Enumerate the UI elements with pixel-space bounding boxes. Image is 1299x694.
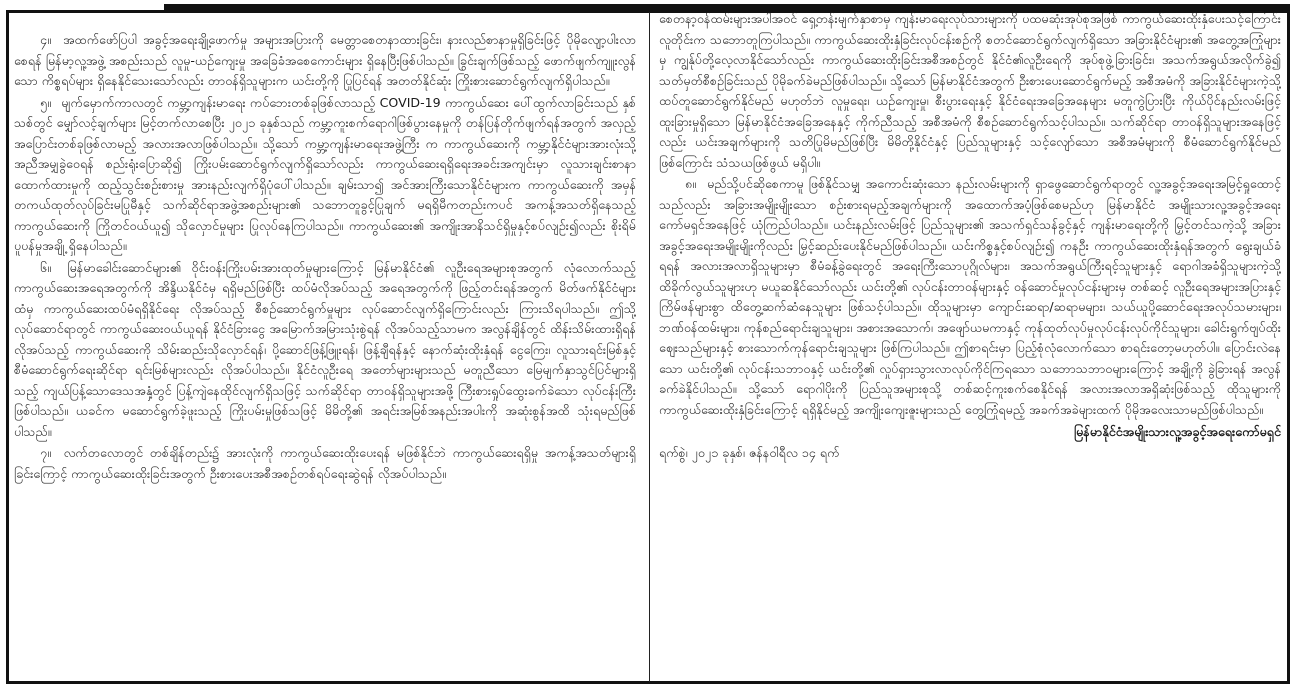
right-column [659,9,1281,673]
paragraph-number: ၇။ [40,445,51,460]
paragraph-5 [14,93,636,257]
paragraph-7 [14,443,636,484]
paragraph-4 [14,30,636,92]
paragraph-number: ၈။ [685,176,697,191]
paragraph-8 [659,174,1281,420]
paragraph-number: ၅။ [40,94,51,110]
paragraph-6 [14,258,636,443]
date-line: ရက်စွဲ၊ ၂၀၂၁ ခုနှစ်၊ ဇန်နဝါရီလ ၁၄ ရက် [659,444,840,460]
paragraph-7-continued [659,9,1281,173]
paragraph-text: မည်သို့ပင်ဆိုစေကာမူ ဖြစ်နိုင်သမျှ အကောင်းဆုံးသော နည်းလမ်းများကို ရှာဖွေဆောင်ရွက်ရာတွင် လူ့အခွင့်အရေးအမြင့်ရှုထောင့်သည်လည်း အခြားအမျိုးမျိုးသော စဉ်းစားရမည့်အချက်များကို အထောက်အပံ့ဖြစ်စေမည်ဟု မြန်မာနိုင်ငံ အမျိုးသားလူ့အခွင့်အရေးကော်မရှင်အနေဖြင့် ယုံကြည်ပါသည်။ ယင်းနည်းလမ်းဖြင့် ပြည်သူများ၏ အသက်ရှင်သန်ခွင့်နှင့် ကျန်းမာရေးတို့ကို မြှင့်တင်သကဲ့သို့ အခြားအခွင့်အရေးအမျိုးမျိုးကိုလည်း မြှင့်ဆည်းပေးနိုင်မည်ဖြစ်ပါသည်။ ယင်းကိစ္စနှင့်စပ်လျဉ်း၍ ကနဦး ကာကွယ်ဆေးထိုးနှံရန်အတွက် ရွေးချယ်ခံရရန် အလားအလာရှိသူများမှာ စီမံခန့်ခွဲရေးတွင် အရေးကြီးသောပုဂ္ဂိုလ်များ၊ အသက်အရွယ်ကြီးရင့်သူများနှင့် ရောဂါအခံရှိသူများကဲ့သို့ ထိခိုက်လွယ်သူများဟု မယူဆနိုင်သော်လည်း ယင်းတို့၏ လုပ်ငန်းတာဝန်များနှင့် ဝန်ဆောင်မှုလုပ်ငန်းများမှ တစ်ဆင့် လူဦးရေအများအပြားနှင့် ကြိမ်ဖန်များစွာ ထိတွေ့ဆက်ဆံနေသူများ ဖြစ်သင့်ပါသည်။ ထိုသူများမှာ ကျောင်းဆရာ/ဆရာမများ၊ သယ်ယူပို့ဆောင်ရေးအလုပ်သမားများ၊ ဘဏ်ဝန်ထမ်းများ၊ ကုန်စည်ရောင်းချသူများ၊ အစားအသောက်၊ အဖျော်ယမကာနှင့် ကုန်ထုတ်လုပ်မှုလုပ်ငန်းလုပ်ကိုင်သူများ၊ ခေါင်းရွက်ဗျပ်ထိုး ဈေးသည်များနှင့် စားသောက်ကုန်ရောင်းချသူများ ဖြစ်ကြပါသည်။ ဤစာရင်းမှာ ပြည့်စုံလုံလောက်သော စာရင်းတော့မဟုတ်ပါ။ ပြောင်းလဲနေသော ယင်းတို့၏ လုပ်ငန်းသဘာဝနှင့် ယင်းတို့၏ လှုပ်ရှားသွားလာလုပ်ကိုင်ကြရသော သဘောသဘာဝများကြောင့် အချို့ကို ခွဲခြားရန် အလွန်ခက်ခဲနိုင်ပါသည်။ သို့သော် ရောဂါပိုးကို ပြည်သူအများစုသို့ တစ်ဆင့်ကူးစက်စေနိုင်ရန် အလားအလာအရှိဆုံးဖြစ်သည့် ထိုသူများကို ကာကွယ်ဆေးထိုးနှံခြင်းကြောင့် ရရှိနိုင်မည့် အကျိုးကျေးဇူးများသည် တွေ့ကြုံရမည့် အခက်အခဲများထက် ပိုမိုအလေးသာမည်ဖြစ်ပါသည်။ [659,176,1281,417]
paragraph-text: မြန်မာခေါင်းဆောင်များ၏ ဝိုင်းဝန်းကြိုးပမ်းအားထုတ်မှုများကြောင့် မြန်မာနိုင်ငံ၏ လူဦးရေအများစုအတွက် လုံလောက်သည့် ကာကွယ်ဆေးအရေအတွက်ကို အိန္ဒိယနိုင်ငံမှ ရရှိမည်ဖြစ်ပြီး ထပ်မံလိုအပ်သည့် အရေအတွက်ကို ဖြည့်တင်းရန်အတွက် မိတ်ဖက်နိုင်ငံများထံမှ ကာကွယ်ဆေးထပ်မံရရှိနိုင်ရေး လိုအပ်သည့် စီစဉ်ဆောင်ရွက်မှုများ လုပ်ဆောင်လျက်ရှိကြောင်းလည်း ကြားသိရပါသည်။ ဤသို့လုပ်ဆောင်ရာတွင် ကာကွယ်ဆေးဝယ်ယူရန် နိုင်ငံခြားငွေ အမြောက်အမြားသုံးစွဲရန် လိုအပ်သည့်သာမက အလွန်ချိန်တွင် ထိန်းသိမ်းထားရှိရန် လိုအပ်သည့် ကာကွယ်ဆေးကို သိမ်းဆည်းသိုလှောင်ရန်၊ ပို့ဆောင်ဖြန့်ဖြူးရန်၊ ဖြန့်ချီရန်နှင့် နောက်ဆုံးထိုးနှံရန် ငွေကြေး၊ လူသားရင်းမြစ်နှင့် စီမံဆောင်ရွက်ရေးဆိုင်ရာ ရင်းမြစ်များလည်း လိုအပ်ပါသည်။ နိုင်ငံလူဦးရေ အတော်များများသည် မတူညီသော မြေမျက်နှာသွင်ပြင်များရှိသည့် ကျယ်ပြန့်သောဒေသအနှံ့တွင် ပြန့်ကျဲနေထိုင်လျက်ရှိသဖြင့် သက်ဆိုင်ရာ တာဝန်ရှိသူများအဖို့ ကြီးစားရှုပ်ထွေးခက်ခဲသော လုပ်ငန်းကြီးဖြစ်ပါသည်။ ယခင်က မဆောင်ရွက်ခဲ့ဖူးသည့် ကြိုးပမ်းမှုဖြစ်သဖြင့် မိမိတို့၏ အရင်းအမြစ်အနည်းအပါးကို အဆုံးစွန်အထိ သုံးရမည်ဖြစ်ပါသည်။ [14,259,636,439]
paragraph-text: အထက်ဖော်ပြပါ အခွင့်အရေးချို့ဖောက်မှု အများအပြားကို မေတ္တာစေတနာထားခြင်း၊ နားလည်စာနာမှုရှိခြင်းဖြင့် ပိုမိုလျော့ပါးလာစေရန် မြန်မာ့လူ့အဖွဲ့ အစည်းသည် လူမှု-ယဉ်ကျေးမှု အခြေခံအစေကောင်းများ ရှိနေပြီးဖြစ်ပါသည်။ ခြွင်းချက်ဖြစ်သည့် ဖောက်ဖျက်ကျူးလွန်သော ကိစ္စရပ်များ ရှိနေနိုင်သေးသော်လည်း တာဝန်ရှိသူများက ယင်းတို့ကို ပြုပြင်ရန် အတတ်နိုင်ဆုံး ကြိုးစားဆောင်ရွက်လျက်ရှိပါသည်။ [14,32,636,88]
paragraph-number: ၄။ [40,32,51,47]
paragraph-text: မျက်မှောက်ကာလတွင် ကမ္ဘာ့ကျန်းမာရေး ကပ်ဘေးတစ်ခုဖြစ်လာသည့် COVID-19 ကာကွယ်ဆေး ပေါ်ထွက်လာခြင်းသည် နှစ်သစ်တွင် မျှော်လင့်ချက်များ မြင့်တက်လာစေပြီး ၂၀၂၁ ခုနှစ်သည် ကမ္ဘာ့ကူးစက်ရောဂါဖြစ်ပွားနေမှုကို တန်ပြန်တိုက်ဖျက်ရန်အတွက် အလှည့်အပြောင်းတစ်ခုဖြစ်လာမည့် အလားအလာဖြစ်ပါသည်။ သို့သော် ကမ္ဘာ့ကျန်းမာရေးအဖွဲ့ကြီး က ကာကွယ်ဆေးကို ကမ္ဘာ့နိုင်ငံများအားလုံးသို့ အညီအမျှခွဲဝေရန် စည်းရုံးပြောဆို၍ ကြိုးပမ်းဆောင်ရွက်လျက်ရှိသော်လည်း ကာကွယ်ဆေးရရှိရေးအခင်းအကျင်းမှာ လူသားချင်းစာနာထောက်ထားမှုကို ထည့်သွင်းစဉ်းစားမှု အားနည်းလျက်ရှိပုံပေါ်ပါသည်။ ချမ်းသာ၍ အင်အားကြီးသောနိုင်ငံများက ကာကွယ်ဆေးကို အမှန်တကယ်ထုတ်လုပ်ခြင်းမပြုမီနှင့် သက်ဆိုင်ရာအဖွဲ့အစည်းများ၏ သဘောတူခွင့်ပြုချက် မရရှိမီကတည်းကပင် အကန့်အသတ်ရှိနေသည့် ကာကွယ်ဆေးကို ကြိုတင်ဝယ်ယူ၍ သိုလှောင်မှုများ ပြုလုပ်နေကြပါသည်။ ကာကွယ်ဆေး၏ အကျိုးအာနိသင်ရှိမှုနှင့်စပ်လျဉ်း၍လည်း စိုးရိမ်ပူပန်မှုအချို့ ရှိနေပါသည်။ [14,94,636,253]
signature-organization: မြန်မာနိုင်ငံအမျိုးသားလူ့အခွင့်အရေးကော်မရှင် [1074,424,1281,439]
paragraph-number: ၆။ [40,259,51,275]
column-divider [649,12,650,682]
paragraph-text: စေတနာ့ဝန်ထမ်းများအပါအဝင် ရှေ့တန်းမျက်နှာစာမှ ကျန်းမာရေးလုပ်သားများကို ပထမဆုံးအုပ်စုအဖြစ် ကာကွယ်ဆေးထိုးနှံပေးသင့်ကြောင်း လူတိုင်းက သဘောတူကြပါသည်။ ကာကွယ်ဆေးထိုးနှံခြင်းလုပ်ငန်းစဉ်ကို စတင်ဆောင်ရွက်လျက်ရှိသော အခြားနိုင်ငံများ၏ အတွေ့အကြုံများမှ ကျွန်ုပ်တို့လေ့လာနိုင်သော်လည်း ကာကွယ်ဆေးထိုးခြင်းအစီအစဉ်တွင် နိုင်ငံ၏လူဦးရေကို အုပ်စုဖွဲ့ခြားခြင်း၊ အသက်အရွယ်အလိုက်ခွဲ၍ သတ်မှတ်စီစဉ်ခြင်းသည် ပိုမိုခက်ခဲမည်ဖြစ်ပါသည်။ သို့သော် မြန်မာနိုင်ငံအတွက် ဦးစားပေးဆောင်ရွက်မည့် အစီအမံကို အခြားနိုင်ငံများကဲ့သို့ ထပ်တူဆောင်ရွက်နိုင်မည် မဟုတ်ဘဲ လူမှုရေး၊ ယဉ်ကျေးမှု၊ စီးပွားရေးနှင့် နိုင်ငံရေးအခြေအနေများ မတူကွဲပြားပြီး ကိုယ်ပိုင်နည်းလမ်းဖြင့် ထူးခြားမှုရှိသော မြန်မာနိုင်ငံအခြေအနေနှင့် ကိုက်ညီသည့် အစီအမံကို စီစဉ်ဆောင်ရွက်သင့်ပါသည်။ သက်ဆိုင်ရာ တာဝန်ရှိသူများအနေဖြင့်လည်း ယင်းအချက်များကို သတိပြုမိမည်ဖြစ်ပြီး မိမိတို့နိုင်ငံနှင့် ပြည်သူများနှင့် သင့်လျော်သော အစီအမံများကို စီမံဆောင်ရွက်နိုင်မည်ဖြစ်ကြောင်း သံသယဖြစ်ဖွယ် မရှိပါ။ [659,11,1281,170]
left-column [14,30,636,694]
paragraph-text: လက်တလောတွင် တစ်ချိန်တည်း၌ အားလုံးကို ကာကွယ်ဆေးထိုးပေးရန် မဖြစ်နိုင်ဘဲ ကာကွယ်ဆေးရရှိမှု အကန့်အသတ်များရှိခြင်းကြောင့် ကာကွယ်ဆေးထိုးခြင်းအတွက် ဦးစားပေးအစီအစဉ်တစ်ရပ်ရေးဆွဲရန် လိုအပ်ပါသည်။ [14,445,636,481]
